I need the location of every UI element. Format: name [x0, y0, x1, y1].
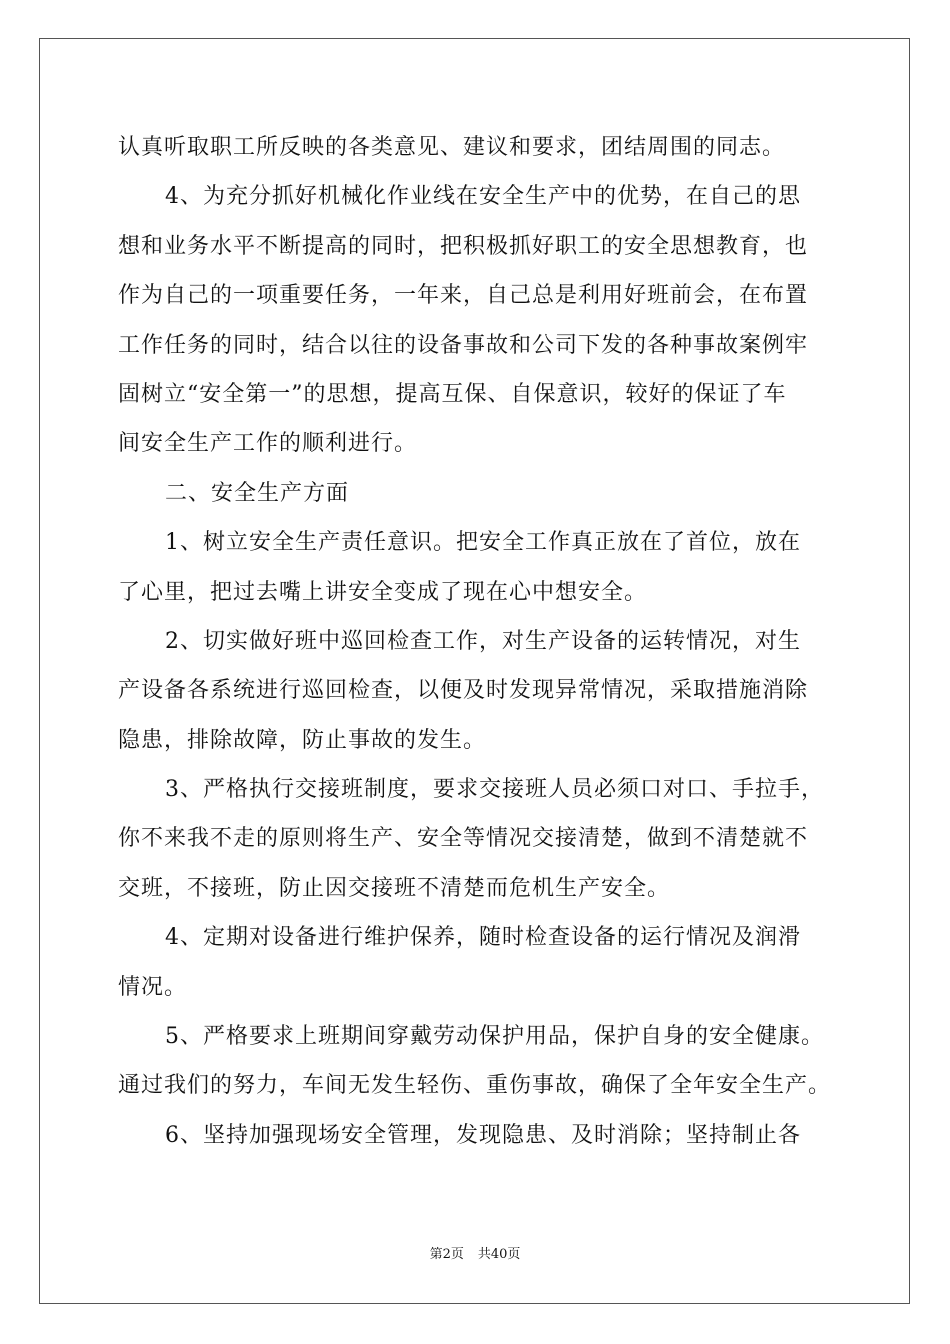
text-line: 固树立“安全第一”的思想，提高互保、自保意识，较好的保证了车 — [118, 381, 787, 407]
text-line: 隐患，排除故障，防止事故的发生。 — [118, 727, 487, 753]
page-number-current: 第2页 — [429, 1247, 464, 1262]
page-footer — [0, 1245, 950, 1265]
document-body — [118, 123, 838, 1160]
page-number-total: 共40页 — [477, 1247, 521, 1262]
section-heading: 二、安全生产方面 — [165, 480, 350, 506]
text-line: 4、为充分抓好机械化作业线在安全生产中的优势，在自己的思 — [165, 184, 801, 210]
text-line: 3、严格执行交接班制度，要求交接班人员必须口对口、手拉手， — [165, 777, 824, 803]
text-line: 2、切实做好班中巡回检查工作，对生产设备的运转情况，对生 — [165, 628, 801, 654]
text-line: 4、定期对设备进行维护保养，随时检查设备的运行情况及润滑 — [165, 925, 801, 951]
text-line: 情况。 — [118, 974, 188, 1000]
text-line: 通过我们的努力，车间无发生轻伤、重伤事故，确保了全年安全生产。 — [118, 1073, 832, 1099]
text-line: 交班，不接班，防止因交接班不清楚而危机生产安全。 — [118, 875, 671, 901]
text-line: 你不来我不走的原则将生产、安全等情况交接清楚，做到不清楚就不 — [118, 826, 809, 852]
text-line: 想和业务水平不断提高的同时，把积极抓好职工的安全思想教育，也 — [118, 233, 809, 259]
text-line: 了心里，把过去嘴上讲安全变成了现在心中想安全。 — [118, 579, 648, 605]
text-line: 5、严格要求上班期间穿戴劳动保护用品，保护自身的安全健康。 — [165, 1024, 824, 1050]
text-line: 6、坚持加强现场安全管理，发现隐患、及时消除；坚持制止各 — [165, 1122, 801, 1148]
text-line: 作为自己的一项重要任务，一年来，自己总是利用好班前会，在布置 — [118, 283, 809, 309]
text-line: 间安全生产工作的顺利进行。 — [118, 431, 418, 457]
text-line: 认真听取职工所反映的各类意见、建议和要求，团结周围的同志。 — [118, 135, 786, 160]
text-line: 1、树立安全生产责任意识。把安全工作真正放在了首位，放在 — [165, 530, 801, 556]
text-line: 产设备各系统进行巡回检查，以便及时发现异常情况，采取措施消除 — [118, 678, 809, 704]
text-line: 工作任务的同时，结合以往的设备事故和公司下发的各种事故案例牢 — [118, 332, 809, 358]
